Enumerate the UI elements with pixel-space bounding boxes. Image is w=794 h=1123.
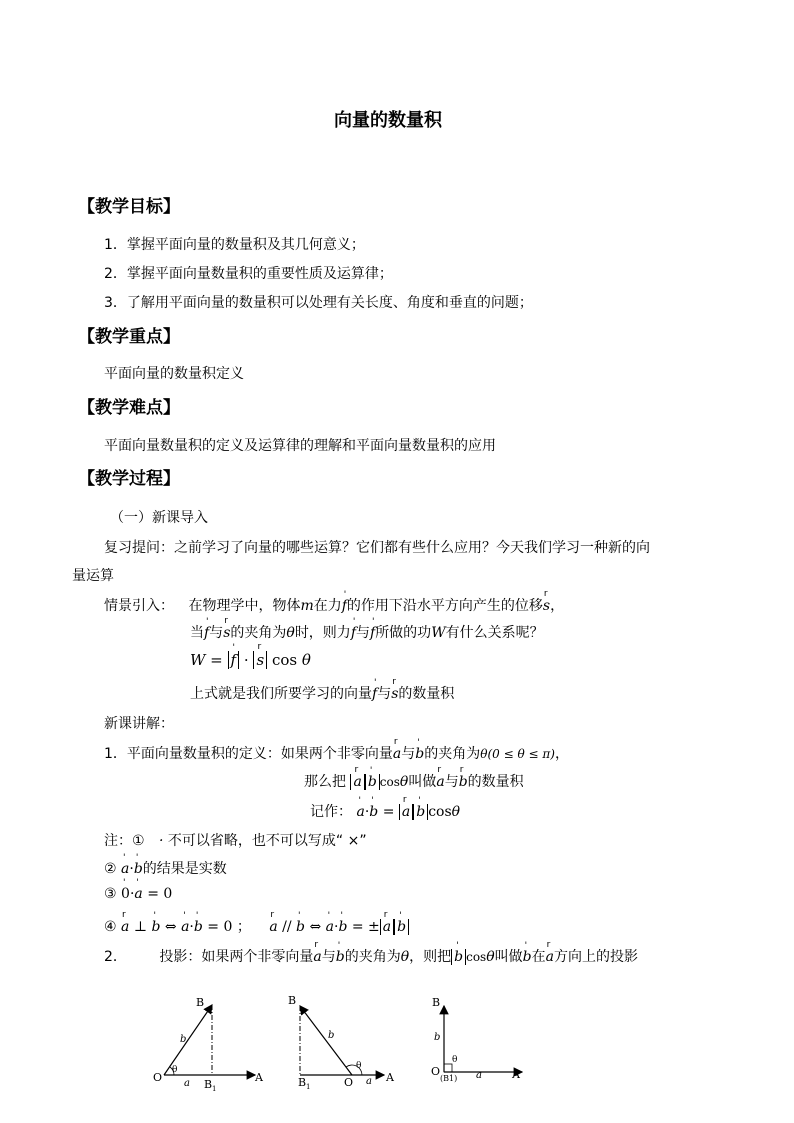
svg-text:B: B: [432, 996, 441, 1009]
svg-text:A: A: [386, 1071, 394, 1084]
svg-text:1: 1: [306, 1083, 311, 1091]
svg-text:b: b: [328, 1030, 335, 1041]
review-line: 复习提问：之前学习了向量的哪些运算？它们都有些什么应用？今天我们学习一种新的向: [104, 540, 650, 556]
note-1: 注：① · 不可以省略，也不可以写成“ ×”: [104, 833, 367, 849]
svg-text:A: A: [512, 1068, 520, 1081]
section-heading-process: 【教学过程】: [78, 469, 180, 489]
svg-text:(B1): (B1): [440, 1074, 458, 1083]
svg-text:O: O: [344, 1076, 354, 1089]
review-line: 量运算: [72, 568, 114, 584]
page-title: 向量的数量积: [334, 110, 442, 131]
goal-item: 1．掌握平面向量的数量积及其几何意义；: [104, 237, 365, 253]
key-text: 平面向量的数量积定义: [104, 366, 244, 382]
svg-text:B: B: [298, 1076, 307, 1089]
difficult-text: 平面向量数量积的定义及运算律的理解和平面向量数量积的应用: [104, 438, 496, 454]
label-O: O: [153, 1071, 163, 1084]
section-heading-goals: 【教学目标】: [78, 197, 180, 217]
section-heading-key: 【教学重点】: [78, 327, 180, 347]
svg-text:B: B: [288, 994, 297, 1007]
subsection-title: （一）新课导入: [110, 510, 208, 526]
definition-line: 1．平面向量数量积的定义：如果两个非零向量r a与' b的夹角为θ(0 ≤ θ ≤ π)，: [104, 743, 569, 763]
label-theta: θ: [172, 1065, 178, 1075]
label-b: b: [180, 1034, 187, 1045]
projection-line: 2． 投影：如果两个非零向量r a与' b的夹角为θ，则把' b cosθ叫做' b在r a方向上的投影: [104, 946, 638, 966]
definition-notation: 记作： ' a·' b = r a' b cosθ: [310, 801, 460, 821]
figure-right-angle: [431, 996, 522, 1083]
goal-item: 3．了解用平面向量的数量积可以处理有关长度、角度和垂直的问题；: [104, 295, 533, 311]
figure-obtuse-angle: [288, 994, 395, 1091]
figure-acute-angle: [153, 996, 264, 1093]
label-B: B: [196, 996, 205, 1009]
label-a: a: [184, 1078, 190, 1089]
scenario-line: 情景引入： 在物理学中，物体m在力' f的作用下沿水平方向产生的位移r s，: [104, 595, 564, 615]
label-B1: B: [204, 1078, 213, 1091]
svg-text:1: 1: [212, 1085, 217, 1093]
scenario-question: 当' f与r s的夹角为θ时，则力' f与' f所做的功W有什么关系呢？: [190, 622, 544, 642]
svg-text:a: a: [476, 1070, 482, 1081]
svg-text:θ: θ: [452, 1055, 458, 1065]
section-heading-difficult: 【教学难点】: [78, 398, 180, 418]
scenario-label: 情景引入：: [104, 598, 174, 614]
definition-then: 那么把 r a' b cosθ叫做r a与r b的数量积: [304, 771, 524, 791]
goal-item: 2．掌握平面向量数量积的重要性质及运算律；: [104, 266, 393, 282]
label-A: A: [255, 1071, 263, 1084]
work-formula: W = ' f · r s cos θ: [190, 651, 311, 669]
svg-text:θ: θ: [356, 1061, 362, 1071]
svg-text:O: O: [431, 1065, 441, 1078]
note-4: ④ r a ⊥ ' b ⇔ ' a·' b = 0 ； r a // ' b ⇔ ' a·' b = ±r a' b: [104, 916, 409, 936]
note-2: ② ' a·' b的结果是实数: [104, 858, 227, 878]
projection-figures: [140, 992, 540, 1097]
svg-text:b: b: [434, 1032, 441, 1043]
new-lesson-label: 新课讲解：: [104, 716, 174, 732]
svg-text:a: a: [366, 1076, 372, 1087]
note-3: ③ ' 0·' a = 0: [104, 886, 172, 902]
formula-explanation: 上式就是我们所要学习的向量' f与r s的数量积: [190, 683, 454, 703]
